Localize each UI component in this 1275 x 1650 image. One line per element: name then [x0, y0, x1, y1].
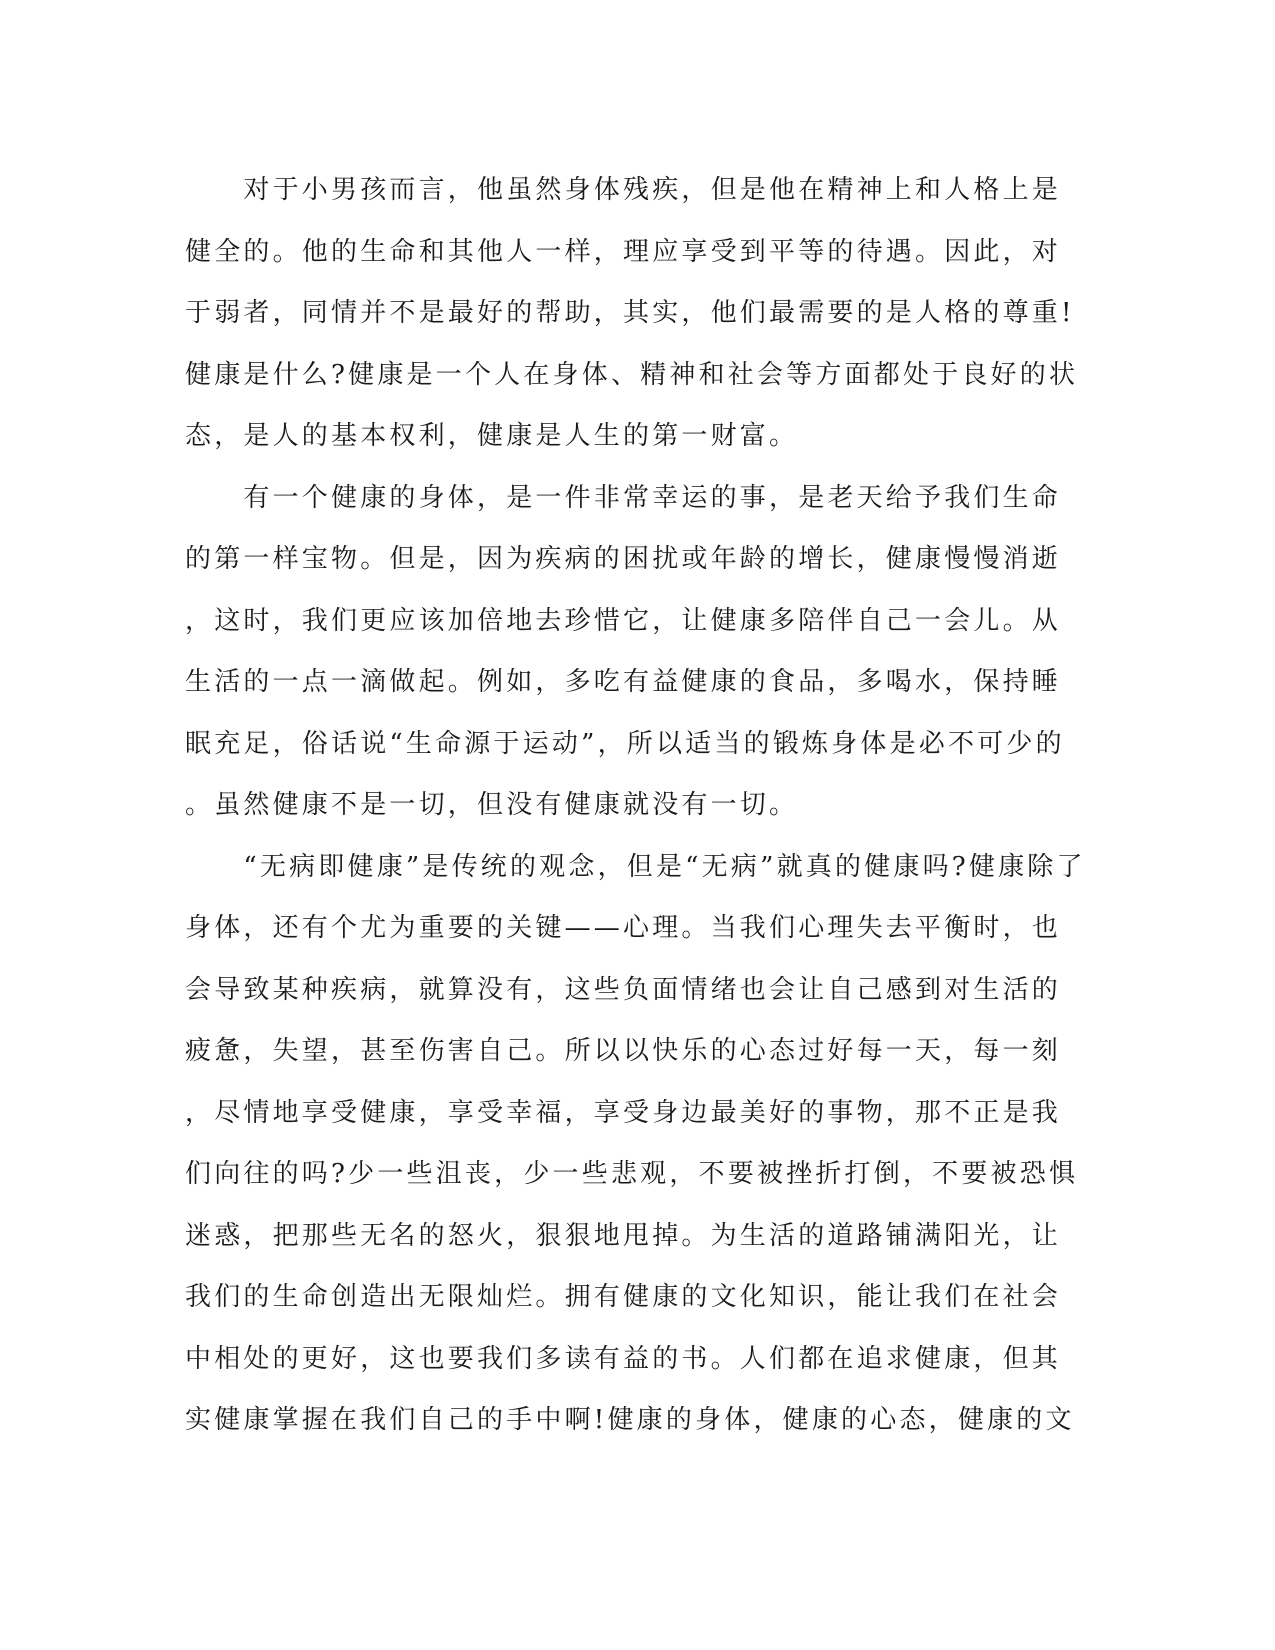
text-line: ，这时，我们更应该加倍地去珍惜它，让健康多陪伴自己一会儿。从 — [185, 605, 1062, 636]
text-line: 眠充足，俗话说“生命源于运动”，所以适当的锻炼身体是必不可少的 — [185, 728, 1065, 759]
text-line: 中相处的更好，这也要我们多读有益的书。人们都在追求健康，但其 — [185, 1343, 1062, 1374]
text-line: 。虽然健康不是一切，但没有健康就没有一切。 — [185, 790, 799, 820]
text-line: 的第一样宝物。但是，因为疾病的困扰或年龄的增长，健康慢慢消逝 — [185, 544, 1062, 574]
text-line: 会导致某种疾病，就算没有，这些负面情绪也会让自己感到对生活的 — [185, 974, 1062, 1005]
text-line: 生活的一点一滴做起。例如，多吃有益健康的食品，多喝水，保持睡 — [185, 667, 1062, 697]
text-line: 疲惫，失望，甚至伤害自己。所以以快乐的心态过好每一天，每一刻 — [185, 1036, 1062, 1066]
text-line: 于弱者，同情并不是最好的帮助，其实，他们最需要的是人格的尊重! — [185, 298, 1075, 328]
text-line: 健全的。他的生命和其他人一样，理应享受到平等的待遇。因此，对 — [185, 236, 1062, 267]
text-line: 我们的生命创造出无限灿烂。拥有健康的文化知识，能让我们在社会 — [185, 1282, 1062, 1312]
text-line: 们向往的吗?少一些沮丧，少一些悲观，不要被挫折打倒，不要被恐惧 — [185, 1159, 1079, 1189]
text-line: 迷惑，把那些无名的怒火，狠狠地甩掉。为生活的道路铺满阳光，让 — [185, 1220, 1062, 1251]
text-line: 有一个健康的身体，是一件非常幸运的事，是老天给予我们生命 — [185, 482, 1062, 513]
text-line: “无病即健康”是传统的观念，但是“无病”就真的健康吗?健康除了 — [185, 851, 1086, 882]
text-line: 健康是什么?健康是一个人在身体、精神和社会等方面都处于良好的状 — [185, 359, 1079, 390]
text-line: ，尽情地享受健康，享受幸福，享受身边最美好的事物，那不正是我 — [185, 1097, 1062, 1128]
body-text — [185, 160, 1090, 1452]
text-line: 身体，还有个尤为重要的关键——心理。当我们心理失去平衡时，也 — [185, 913, 1062, 943]
text-line: 对于小男孩而言，他虽然身体残疾，但是他在精神上和人格上是 — [185, 175, 1062, 205]
text-line: 实健康掌握在我们自己的手中啊!健康的身体，健康的心态，健康的文 — [185, 1405, 1075, 1435]
text-line: 态，是人的基本权利，健康是人生的第一财富。 — [185, 421, 799, 451]
